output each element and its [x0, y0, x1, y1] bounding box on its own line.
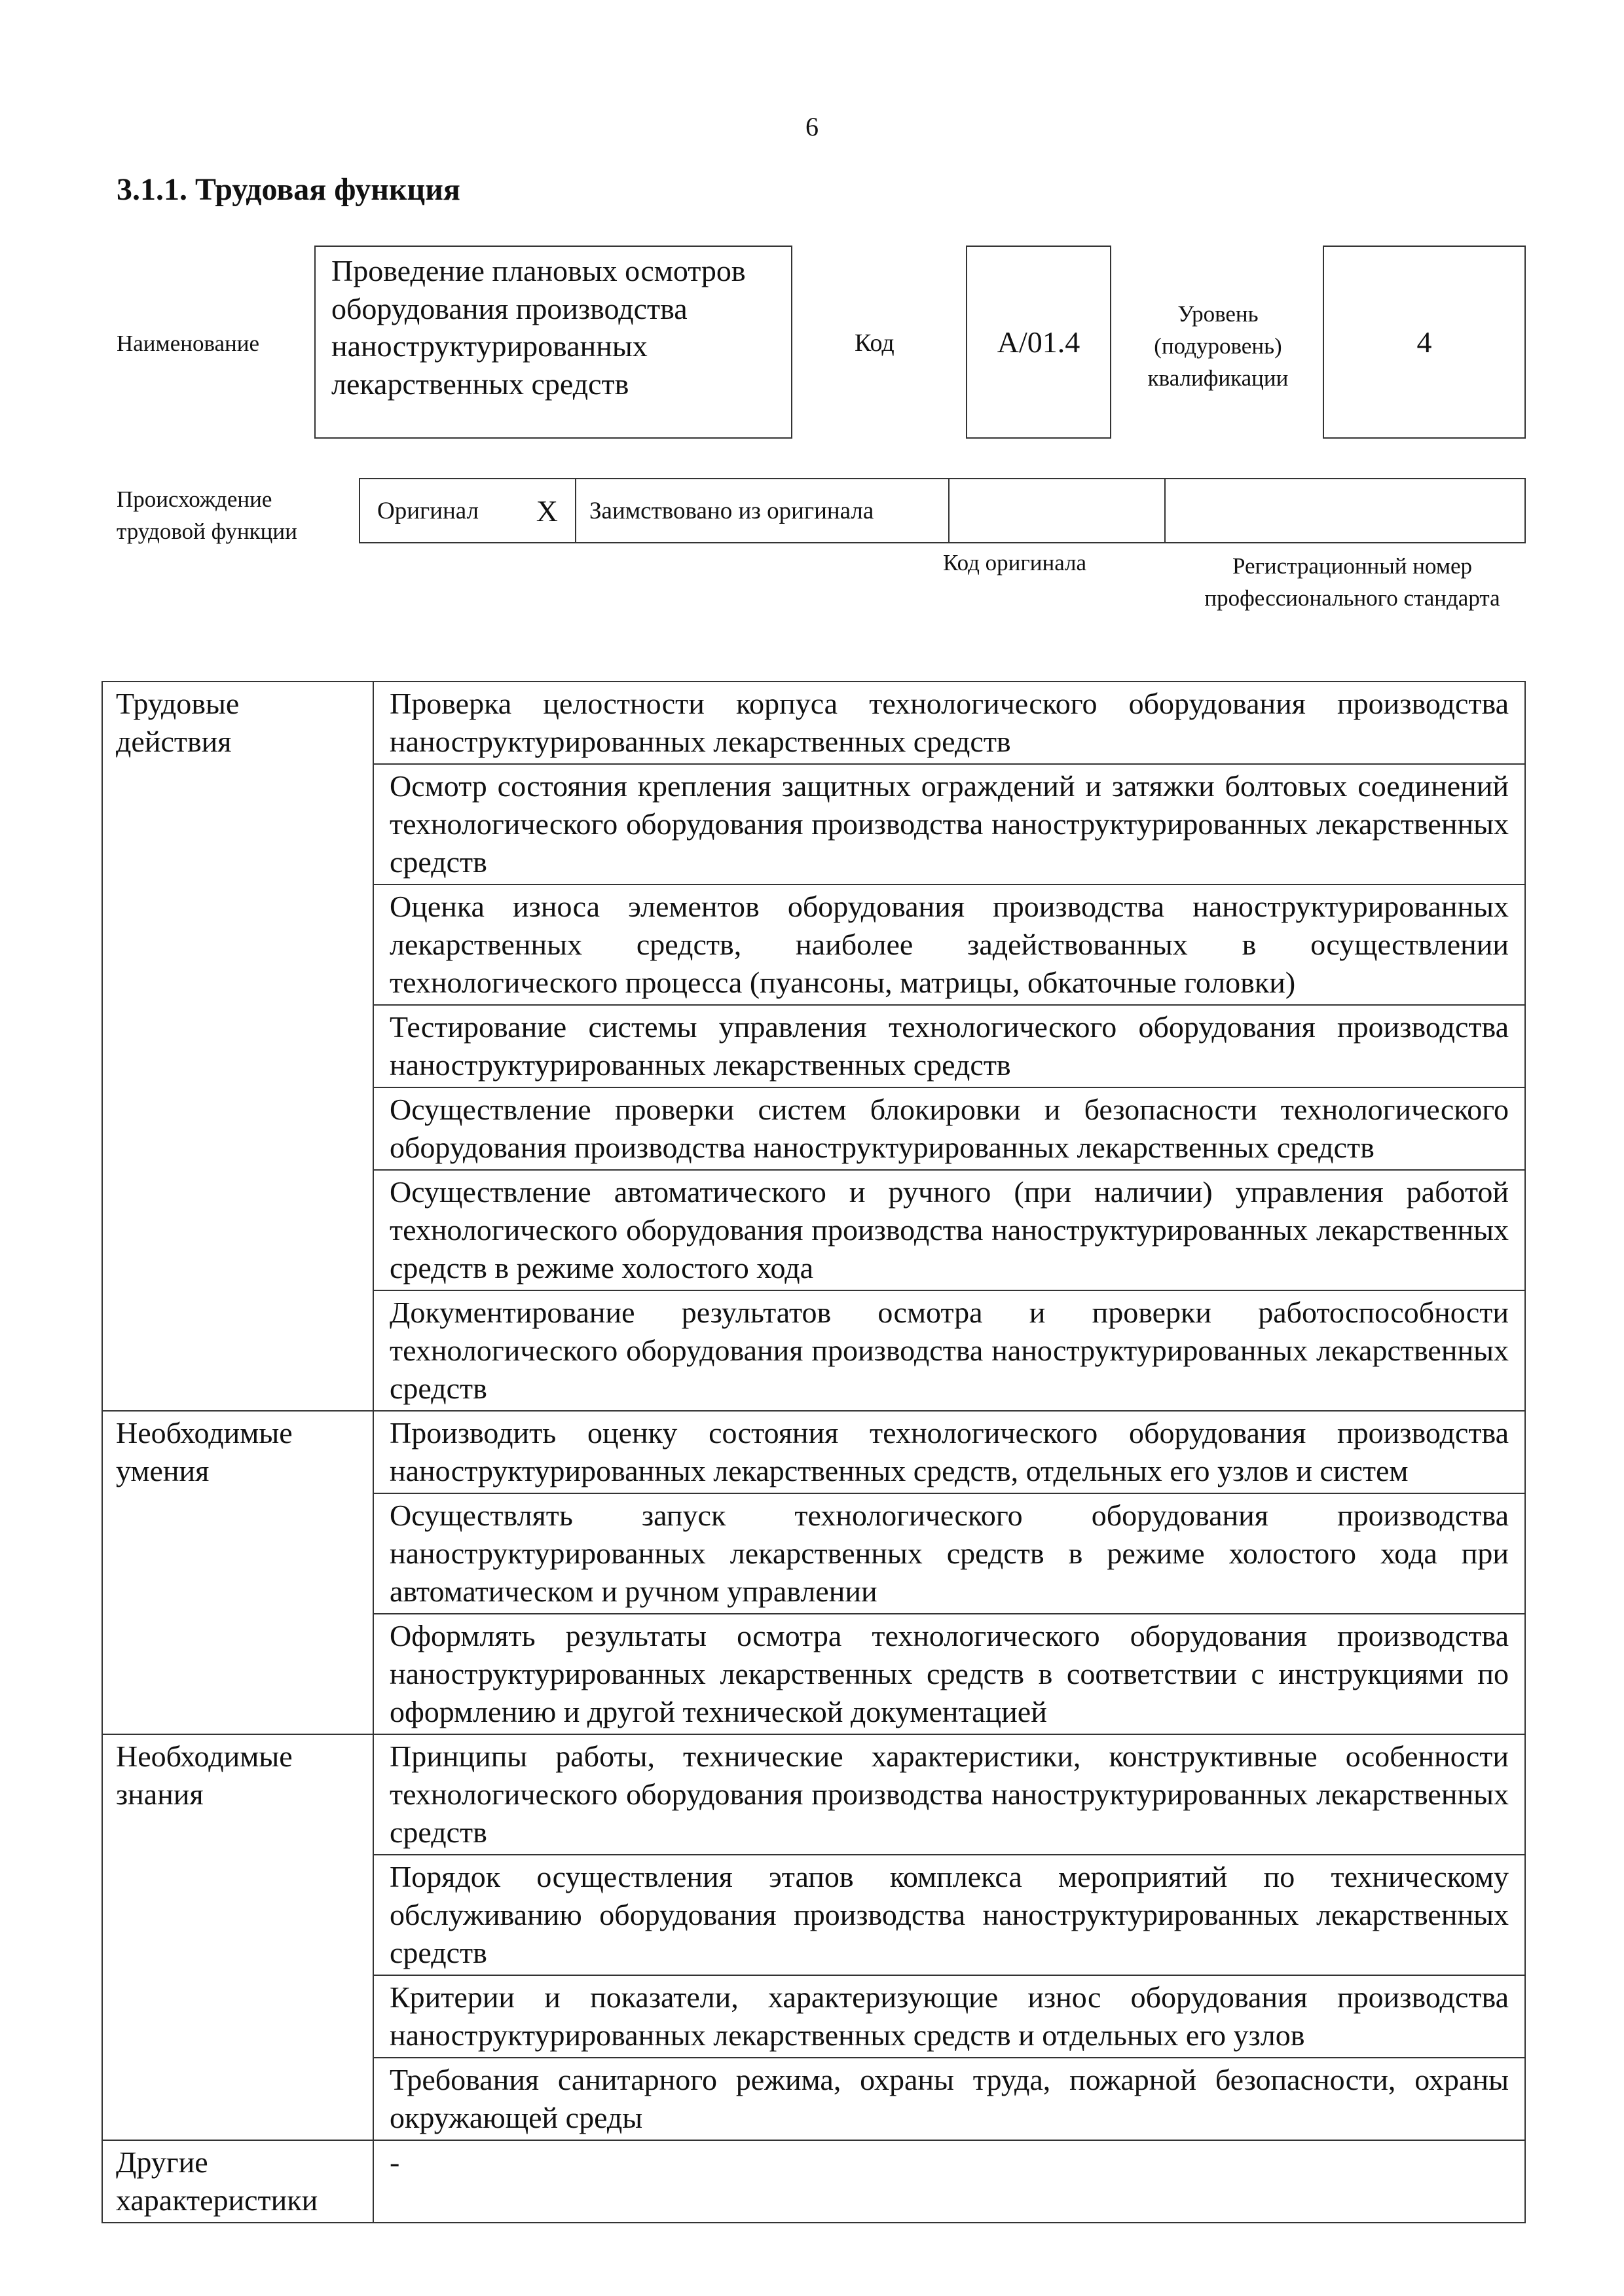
origin-code-cell [950, 479, 1166, 542]
item-cell: Осмотр состояния крепления защитных ограждений и затяжки болтовых соединений технологического оборудования производства наноструктурированных лекарственных средств [373, 764, 1525, 884]
category-cell: Необходимые умения [102, 1411, 373, 1734]
origin-original-label: Оригинал [377, 497, 479, 524]
item-cell: Осуществление автоматического и ручного (при наличии) управления работой технологического оборудования производства наноструктурированных лекарственных средств в режиме холостого хода [373, 1170, 1525, 1290]
item-cell: Документирование результатов осмотра и проверки работоспособности технологического оборудования производства наноструктурированных лекарственных средств [373, 1290, 1525, 1411]
origin-original-mark: X [536, 494, 558, 528]
item-cell: Оценка износа элементов оборудования производства наноструктурированных лекарственных средств, наиболее задействованных в осуществлении технологического процесса (пуансоны, матрицы, обкаточные головки) [373, 884, 1525, 1005]
item-cell: Оформлять результаты осмотра технологического оборудования производства наноструктурированных лекарственных средств в соответствии с инструкциями по оформлению и другой технической документацией [373, 1614, 1525, 1734]
item-cell: Проверка целостности корпуса технологического оборудования производства наноструктурированных лекарственных средств [373, 682, 1525, 764]
item-cell: Осуществление проверки систем блокировки и безопасности технологического оборудования производства наноструктурированных лекарственных средств [373, 1087, 1525, 1170]
item-cell: Требования санитарного режима, охраны труда, пожарной безопасности, охраны окружающей среды [373, 2058, 1525, 2140]
item-cell: Порядок осуществления этапов комплекса мероприятий по техническому обслуживанию оборудования производства наноструктурированных лекарственных средств [373, 1855, 1525, 1975]
category-cell: Необходимые знания [102, 1734, 373, 2140]
section-title: 3.1.1. Трудовая функция [117, 172, 460, 207]
item-cell: Критерии и показатели, характеризующие износ оборудования производства наноструктурированных лекарственных средств и отдельных его узлов [373, 1975, 1525, 2058]
table-row [102, 2140, 1525, 2223]
item-cell: Тестирование системы управления технологического оборудования производства наноструктурированных лекарственных средств [373, 1005, 1525, 1087]
item-cell: Осуществлять запуск технологического оборудования производства наноструктурированных лекарственных средств в режиме холостого хода при автоматическом и ручном управлении [373, 1493, 1525, 1614]
category-cell: Другие характеристики [102, 2140, 373, 2223]
table-row [102, 682, 1525, 764]
table-row [102, 1411, 1525, 1493]
reg-number-caption: Регистрационный номер профессионального стандарта [1204, 553, 1500, 611]
item-cell: Производить оценку состояния технологического оборудования производства наноструктурированных лекарственных средств, отдельных его узлов и систем [373, 1411, 1525, 1493]
code-value: A/01.4 [966, 246, 1111, 439]
origin-code-caption: Код оригинала [943, 550, 1087, 575]
origin-borrowed-label: Заимствовано из оригинала [576, 479, 950, 542]
origin-label: Происхождение трудовой функции [117, 486, 297, 544]
category-cell: Трудовые действия [102, 682, 373, 1411]
qualification-level-value: 4 [1323, 246, 1526, 439]
qualification-level-label: Уровень (подуровень) квалификации [1147, 301, 1289, 391]
origin-row [359, 478, 1526, 543]
page-number: 6 [805, 112, 819, 141]
name-label: Наименование [117, 331, 260, 356]
function-name-box: Проведение плановых осмотров оборудования производства наноструктурированных лекарственных средств [314, 246, 792, 439]
origin-reg-number-cell [1166, 479, 1524, 542]
item-cell: Принципы работы, технические характеристики, конструктивные особенности технологического оборудования производства наноструктурированных лекарственных средств [373, 1734, 1525, 1855]
table-row [102, 1734, 1525, 1855]
labor-function-table [101, 681, 1526, 2223]
origin-original-cell [360, 479, 576, 542]
item-cell: - [373, 2140, 1525, 2223]
code-label: Код [855, 329, 895, 357]
